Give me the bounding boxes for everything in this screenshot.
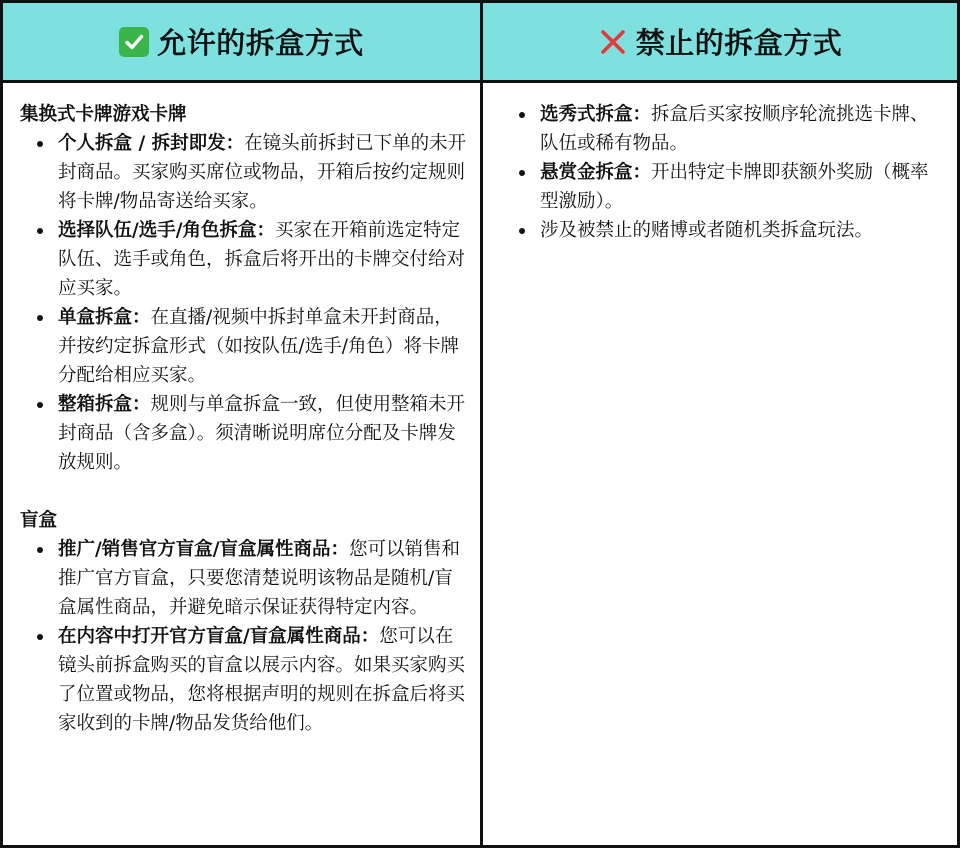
item-term: 单盒拆盒： [58,307,151,328]
check-mark-icon [119,27,149,57]
item-text: 拆盒后买家按顺序轮流挑选卡牌、队伍或稀有物品。 [540,104,929,154]
column-divider [480,3,483,845]
item-text: 开出特定卡牌即获额外奖励（概率型激励）。 [540,162,929,212]
list-item [515,100,945,158]
item-term: 选秀式拆盒： [540,104,652,125]
item-term: 在内容中打开官方盲盒/盲盒属性商品： [58,626,380,647]
list-item [20,535,470,622]
allowed-header [3,3,480,80]
item-term: 推广/销售官方盲盒/盲盒属性商品： [58,539,350,560]
item-text: 您可以在镜头前拆盒购买的盲盒以展示内容。如果买家购买了位置或物品，您将根据声明的规则在拆盒后将买家收到的卡牌/物品发货给他们。 [58,626,466,734]
section-title-blind-box: 盲盒 [20,510,58,531]
item-text: 在直播/视频中拆封单盒未开封商品，并按约定拆盒形式（如按队伍/选手/角色）将卡牌分配给相应买家。 [58,307,459,386]
allowed-header-title: 允许的拆盒方式 [157,26,364,60]
item-term: 个人拆盒 / 拆封即发： [58,133,245,154]
item-text: 在镜头前拆封已下单的未开封商品。买家购买席位或物品，开箱后按约定规则将卡牌/物品寄送给买家。 [58,133,467,212]
item-text: 买家在开箱前选定特定队伍、选手或角色，拆盒后将开出的卡牌交付给对应买家。 [58,220,466,299]
list-item [20,129,470,216]
tcg-list [20,129,470,477]
item-text: 规则与单盒拆盒一致，但使用整箱未开封商品（含多盒）。须清晰说明席位分配及卡牌发放规则。 [58,394,466,473]
item-term: 悬赏金拆盒： [540,162,652,183]
list-item [515,216,945,245]
forbidden-list [515,100,945,245]
list-item [20,303,470,390]
allowed-column [20,83,470,845]
item-term: 选择队伍/选手/角色拆盒： [58,220,276,241]
list-item [20,216,470,303]
section-spacer [20,477,470,506]
list-item [515,158,945,216]
forbidden-column [515,83,945,845]
cross-mark-icon [598,27,628,57]
item-text: 您可以销售和推广官方盲盒，只要您清楚说明该物品是随机/盲盒属性商品，并避免暗示保证获得特定内容。 [58,539,461,618]
forbidden-header [483,3,957,80]
list-item [20,390,470,477]
list-item [20,622,470,738]
item-term: 整箱拆盒： [58,394,151,415]
item-text: 涉及被禁止的赌博或者随机类拆盒玩法。 [540,220,874,241]
section-title-tcg: 集换式卡牌游戏卡牌 [20,104,187,125]
blind-box-list [20,535,470,738]
forbidden-header-title: 禁止的拆盒方式 [635,26,843,60]
